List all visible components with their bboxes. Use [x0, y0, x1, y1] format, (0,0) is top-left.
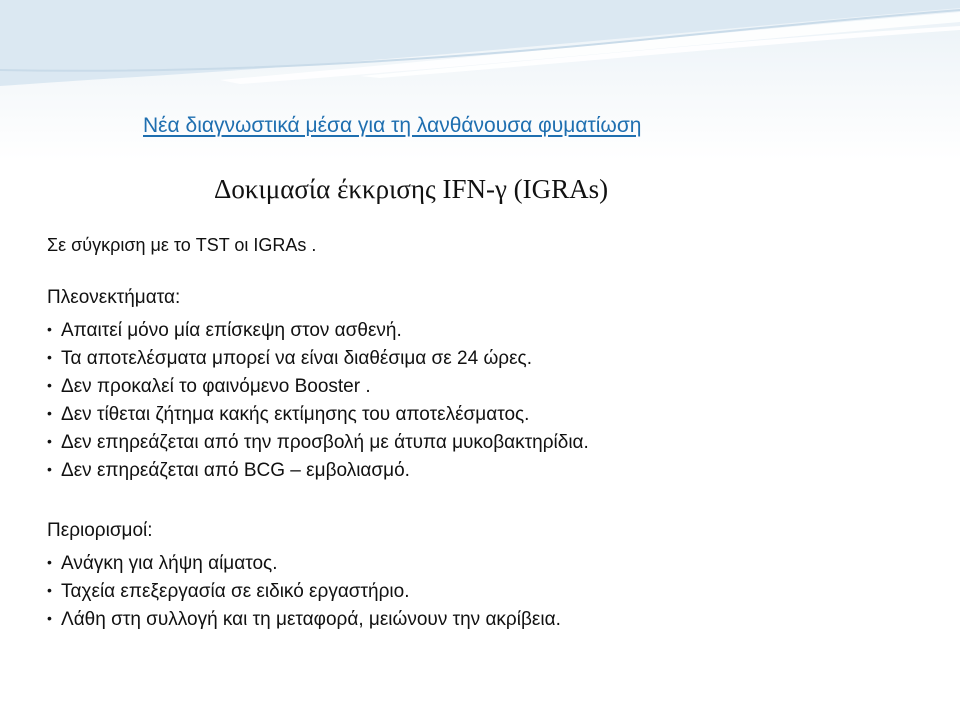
list-item-text: Δεν προκαλεί το φαινόμενο Booster .: [61, 376, 371, 397]
list-item: [47, 456, 589, 484]
list-item-text: Απαιτεί μόνο μία επίσκεψη στον ασθενή.: [61, 320, 402, 341]
bullet-icon: •: [47, 433, 52, 449]
comparison-line: Σε σύγκριση με το TST οι IGRAs .: [47, 235, 317, 255]
list-item: [47, 316, 589, 344]
slide-title: Νέα διαγνωστικά μέσα για τη λανθάνουσα φυματίωση: [143, 114, 642, 137]
list-item-text: Ανάγκη για λήψη αίματος.: [61, 553, 278, 574]
list-item: [47, 344, 589, 372]
advantages-list: [47, 316, 589, 484]
bullet-icon: •: [47, 377, 52, 393]
limitations-list: [47, 549, 561, 633]
list-item-text: Λάθη στη συλλογή και τη μεταφορά, μειώνουν την ακρίβεια.: [61, 609, 561, 630]
advantages-heading: Πλεονεκτήματα:: [47, 287, 181, 308]
list-item-text: Δεν τίθεται ζήτημα κακής εκτίμησης του αποτελέσματος.: [61, 404, 530, 425]
header-swoosh-decoration: [0, 0, 960, 110]
list-item-text: Τα αποτελέσματα μπορεί να είναι διαθέσιμα σε 24 ώρες.: [61, 348, 532, 369]
bullet-icon: •: [47, 554, 52, 570]
bullet-icon: •: [47, 610, 52, 626]
bullet-icon: •: [47, 321, 52, 337]
bullet-icon: •: [47, 405, 52, 421]
slide-subtitle: Δοκιμασία έκκρισης IFN-γ (IGRAs): [214, 174, 609, 204]
list-item-text: Δεν επηρεάζεται από BCG – εμβολιασμό.: [61, 460, 410, 481]
list-item: [47, 400, 589, 428]
bullet-icon: •: [47, 461, 52, 477]
list-item: [47, 428, 589, 456]
limitations-heading: Περιορισμοί:: [47, 520, 153, 541]
list-item-text: Ταχεία επεξεργασία σε ειδικό εργαστήριο.: [61, 581, 410, 602]
list-item: [47, 549, 561, 577]
list-item-text: Δεν επηρεάζεται από την προσβολή με άτυπα μυκοβακτηρίδια.: [61, 432, 589, 453]
bullet-icon: •: [47, 582, 52, 598]
list-item: [47, 577, 561, 605]
list-item: [47, 372, 589, 400]
bullet-icon: •: [47, 349, 52, 365]
list-item: [47, 605, 561, 633]
